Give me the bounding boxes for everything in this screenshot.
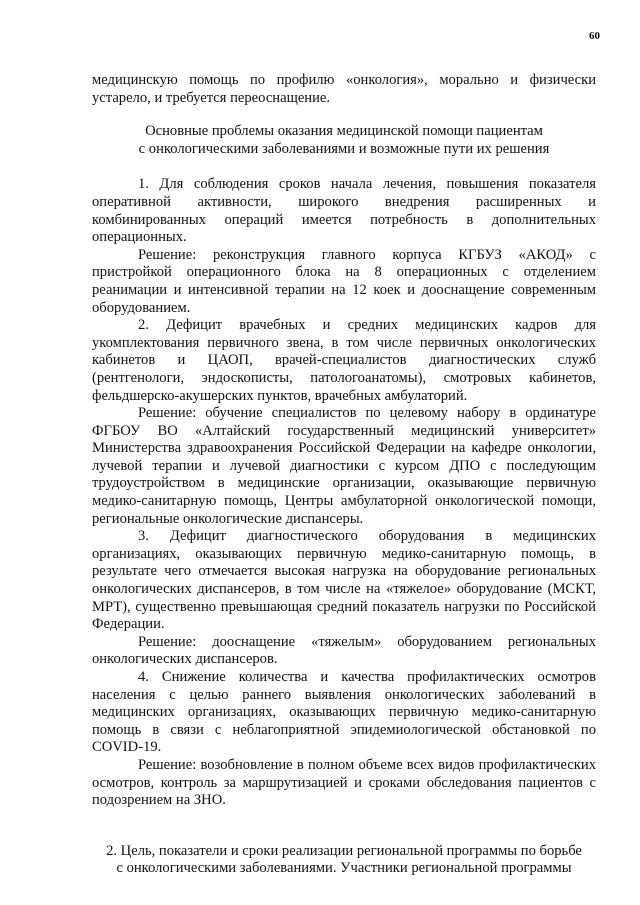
next-section-title-line: с онкологическими заболеваниями. Участники региональной программы: [116, 860, 572, 877]
next-section-title: [92, 843, 596, 878]
problem-1-paragraph: 1. Для соблюдения сроков начала лечения, повышения показателя оперативной активности, широкого внедрения расширенных и комбинированных операций имеется потребность в дополнительных операционных.: [92, 176, 596, 246]
problem-2-paragraph: 2. Дефицит врачебных и средних медицинских кадров для укомплектования первичного звена, в том числе первичных онкологических кабинетов и ЦАОП, врачей-специалистов диагностических служб (рентгенологи, эндоскописты, патологоанатомы), смотровых кабинетов, фельдшерско-акушерских пунктов, врачебных амбулаторий.: [92, 317, 596, 404]
solution-4-paragraph: Решение: возобновление в полном объеме всех видов профилактических осмотров, контроль за маршрутизацией и сроками обследования пациентов с подозрением на ЗНО.: [92, 756, 596, 809]
solution-2-paragraph: Решение: обучение специалистов по целевому набору в ординатуре ФГБОУ ВО «Алтайский государственный медицинский университет» Министерства здравоохранения Российской Федерации на кафедре онкологии, лучевой терапии и лучевой диагностики с курсом ДПО с последующим трудоустройством в медицинские организации, оказывающие первичную медико-санитарную помощь, Центры амбулаторной онкологической помощи, региональные онкологические диспансеры.: [92, 405, 596, 527]
next-section-title-line: 2. Цель, показатели и сроки реализации региональной программы по борьбе: [106, 842, 582, 859]
intro-paragraph: медицинскую помощь по профилю «онкология», морально и физически устарело, и требуется переоснащение.: [92, 72, 596, 106]
page-content: [92, 72, 596, 878]
solution-3-paragraph: Решение: дооснащение «тяжелым» оборудованием региональных онкологических диспансеров.: [92, 633, 596, 668]
section-title-line: с онкологическими заболеваниями и возможные пути их решения: [138, 140, 550, 157]
page-number: 60: [589, 30, 600, 42]
section-title-line: Основные проблемы оказания медицинской помощи пациентам: [145, 123, 543, 140]
problem-4-paragraph: 4. Снижение количества и качества профилактических осмотров населения с целью раннего выявления онкологических заболеваний в медицинских организациях, оказывающих первичную медико-санитарную помощь в связи с неблагоприятной эпидемиологической обстановкой по COVID-19.: [92, 669, 596, 756]
solution-1-paragraph: Решение: реконструкция главного корпуса КГБУЗ «АКОД» с пристройкой операционного блока на 8 операционных с отделением реанимации и интенсивной терапии на 12 коек и дооснащение современным оборудованием.: [92, 246, 596, 316]
section-title: [92, 123, 596, 158]
problem-3-paragraph: 3. Дефицит диагностического оборудования в медицинских организациях, оказывающих первичную медико-санитарную помощь, в результате чего отмечается высокая нагрузка на оборудование региональных онкологических диспансеров, в том числе на «тяжелое» оборудование (МСКТ, МРТ), существенно превышающая средний показатель нагрузки по Российской Федерации.: [92, 528, 596, 633]
